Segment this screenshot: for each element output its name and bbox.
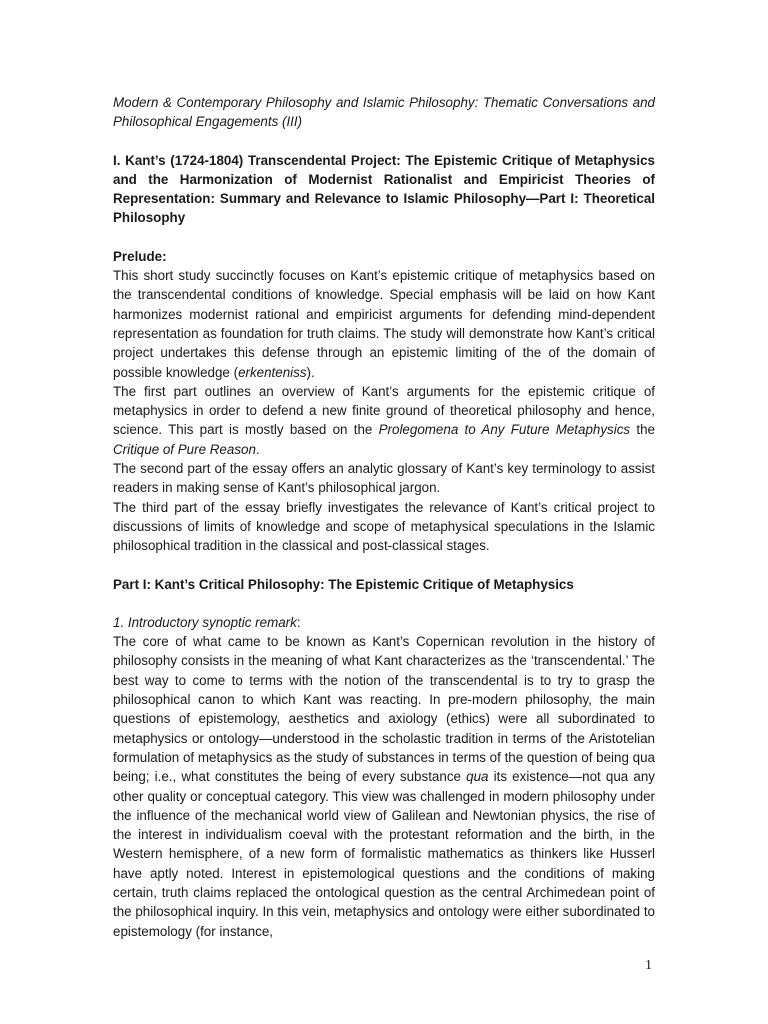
part1-heading: Part I: Kant’s Critical Philosophy: The Epistemic Critique of Metaphysics — [113, 576, 574, 592]
text-run: The core of what came to be known as Kant’s Copernican revolution in the history of philosophy consists in the meaning of what Kant characterizes as the ‘transcendental.’ The best way to come to terms with the notion of the transcendental is to try to grasp the philosophical canon to which Kant was reacting. In pre-modern philosophy, the main questions of epistemology, aesthetics and axiology (ethics) were all subordinated to metaphysics or ontology—understood in the scholastic tradition in terms of the Aristotelian formulation of metaphysics as the study of substances in terms of the question of being qua being; i.e., what constitutes the being of every substance — [113, 634, 655, 785]
text-run: This short study succinctly focuses on Kant’s epistemic critique of metaphysics based on the transcendental conditions of knowledge. Special emphasis will be laid on how Kant harmonizes modernist rational and empiricist arguments for defending mind-dependent representation as foundation for truth claims. The study will demonstrate how Kant’s critical project undertakes this defense through an epistemic limiting of the of the domain of possible knowledge ( — [113, 268, 655, 380]
document-body — [113, 93, 655, 941]
page-number: 1 — [645, 958, 652, 973]
section1-number: 1. — [113, 614, 128, 630]
prelude-paragraph-4: The third part of the essay briefly investigates the relevance of Kant’s critical project to discussions of limits of knowledge and scope of metaphysical speculations in the Islamic philosophical tradition in the classical and post-classical stages. — [113, 499, 655, 554]
book-title-critique: Critique of Pure Reason — [113, 441, 256, 457]
section1-paragraph-1 — [113, 632, 655, 941]
text-run: ). — [306, 364, 315, 380]
prelude-paragraph-1 — [113, 266, 655, 382]
prelude-paragraph-2 — [113, 382, 655, 459]
section1-title: Introductory synoptic remark — [127, 614, 297, 630]
main-title: I. Kant’s (1724-1804) Transcendental Project: The Epistemic Critique of Metaphysics and the Harmonization of Modernist Rationalist and Empiricist Theories of Representation: Summary and Relevance to Islamic Philosophy—Part I: Theoretical Philosophy — [113, 152, 655, 226]
text-run: its existence—not qua any other quality or conceptual category. This view was challenged in modern philosophy under the influence of the mechanical world view of Galilean and Newtonian physics, the rise of the interest in individualism coeval with the protestant reformation and the birth, in the Western hemisphere, of a new form of formalistic mathematics as thinkers like Husserl have aptly noted. Interest in epistemological questions and the conditions of making certain, truth claims replaced the ontological question as the central Archimedean point of the philosophical inquiry. In this vein, metaphysics and ontology were either subordinated to epistemology (for instance, — [113, 769, 655, 939]
series-title: Modern & Contemporary Philosophy and Islamic Philosophy: Thematic Conversations and Philosophical Engagements (III) — [113, 95, 655, 130]
emphasis-text: qua — [466, 769, 489, 785]
text-run: . — [255, 441, 260, 457]
section1-heading — [113, 613, 655, 632]
book-title-prolegomena: Prolegomena to Any Future Metaphysics — [378, 422, 631, 438]
section1-colon: : — [296, 614, 301, 630]
emphasis-text: erkenteniss — [238, 364, 307, 380]
text-run: the — [630, 422, 655, 438]
prelude-paragraph-3: The second part of the essay offers an analytic glossary of Kant’s key terminology to assist readers in making sense of Kant’s philosophical jargon. — [113, 461, 655, 496]
text-run: The first part outlines an overview of Kant’s arguments for the epistemic critique of metaphysics in order to defend a new finite ground of theoretical philosophy and hence, science. This part is mostly based on the — [113, 383, 655, 438]
prelude-heading: Prelude: — [113, 248, 167, 264]
